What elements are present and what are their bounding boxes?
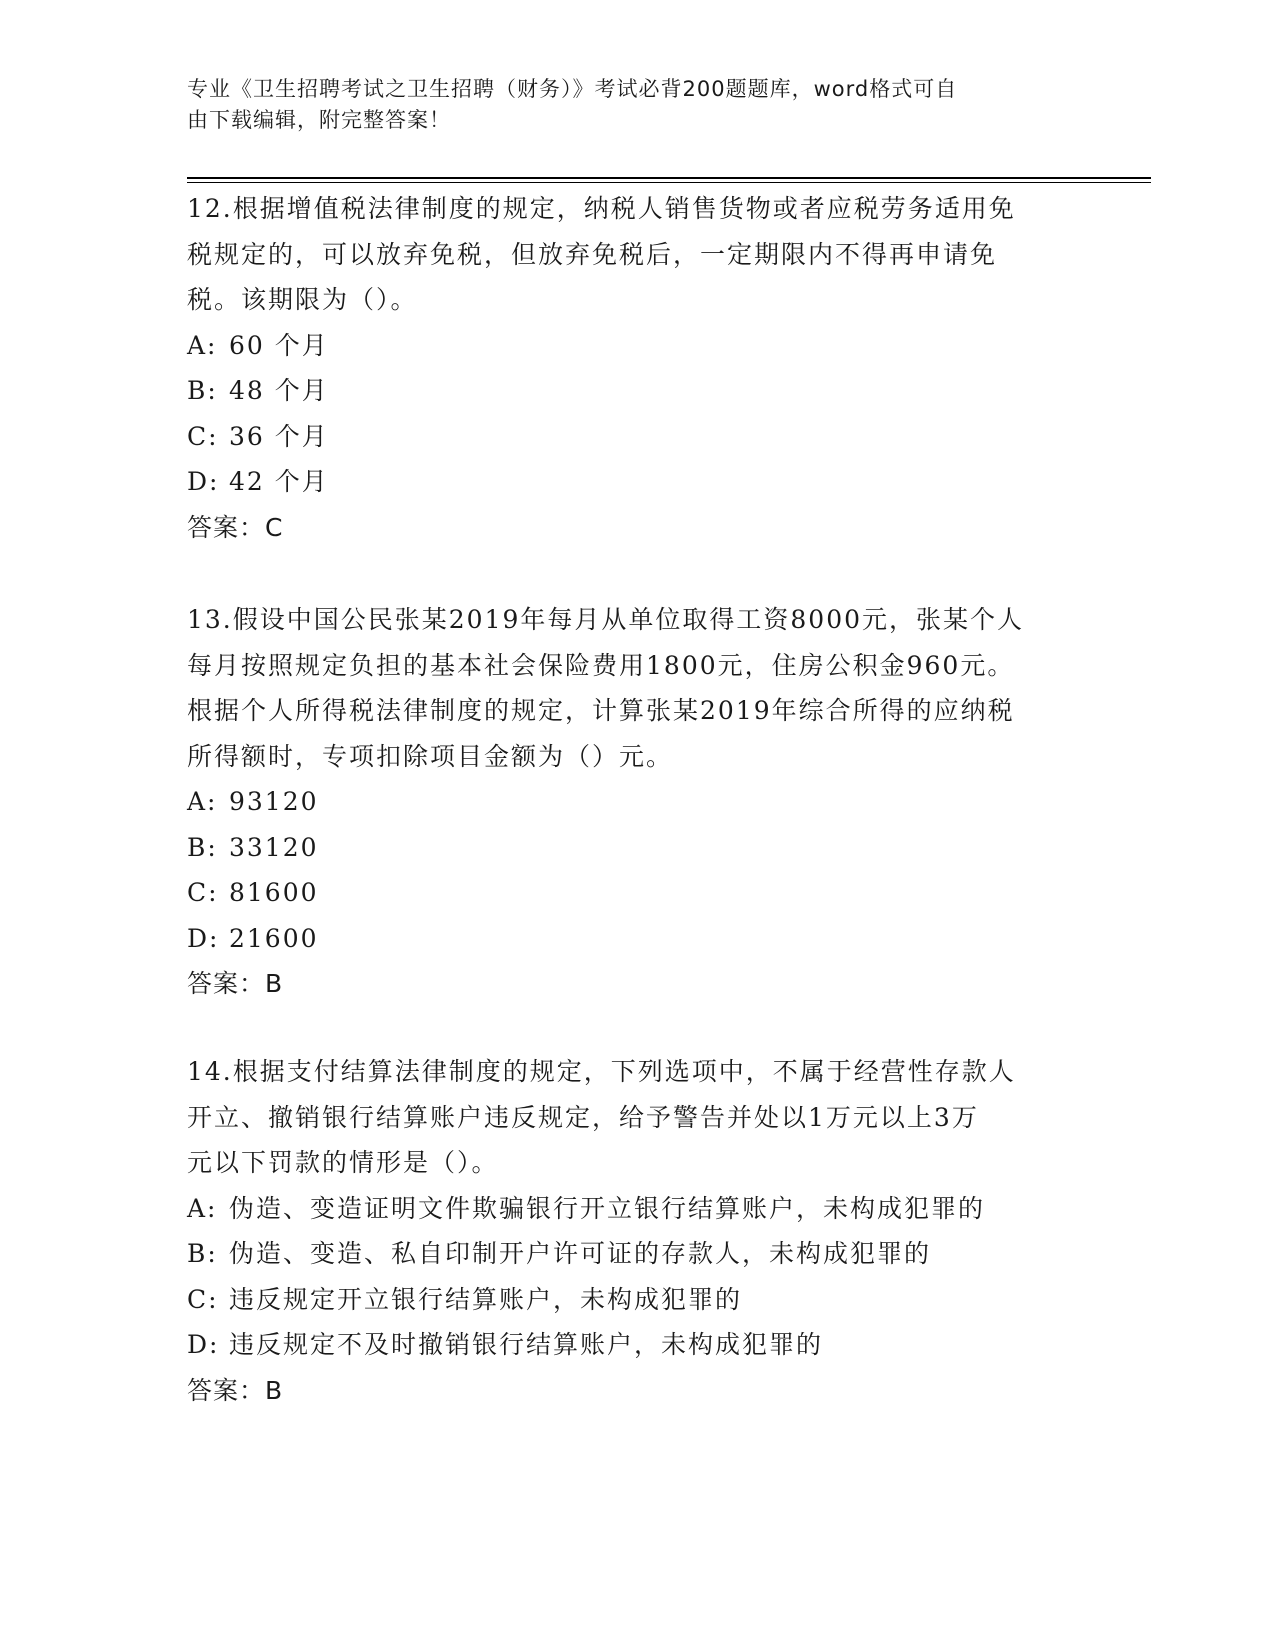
option-letter: B: bbox=[187, 1239, 218, 1268]
option-text: 93120 bbox=[229, 787, 319, 816]
option-text: 违反规定开立银行结算账户，未构成犯罪的 bbox=[229, 1284, 743, 1314]
option-a bbox=[187, 323, 1087, 369]
question-stem-line: 税。该期限为（）。 bbox=[187, 285, 418, 314]
question-14 bbox=[187, 1049, 1087, 1413]
option-letter: A: bbox=[187, 1193, 218, 1223]
option-d bbox=[187, 459, 1087, 505]
option-letter: C: bbox=[187, 1284, 219, 1314]
option-c bbox=[187, 870, 1087, 916]
question-stem-line: 根据个人所得税法律制度的规定，计算张某2019年综合所得的应纳税 bbox=[187, 696, 1015, 725]
option-c bbox=[187, 414, 1087, 460]
question-stem-line: 14.根据支付结算法律制度的规定，下列选项中，不属于经营性存款人 bbox=[187, 1057, 1016, 1086]
answer-line: 答案：C bbox=[187, 512, 284, 542]
option-d bbox=[187, 1322, 1087, 1368]
option-letter: B: bbox=[187, 376, 218, 405]
option-letter: D: bbox=[187, 1330, 220, 1359]
question-13 bbox=[187, 597, 1087, 1007]
option-letter: A: bbox=[187, 787, 218, 816]
question-stem-line: 12.根据增值税法律制度的规定，纳税人销售货物或者应税劳务适用免 bbox=[187, 194, 1016, 223]
question-stem-line: 开立、撤销银行结算账户违反规定，给予警告并处以1万元以上3万 bbox=[187, 1102, 979, 1132]
option-letter: D: bbox=[187, 923, 220, 953]
option-text: 21600 bbox=[229, 923, 319, 953]
option-b bbox=[187, 368, 1087, 414]
option-a bbox=[187, 779, 1087, 825]
option-letter: A: bbox=[187, 330, 218, 360]
header-line-1: 专业《卫生招聘考试之卫生招聘（财务）》考试必背200题题库，word格式可自 bbox=[187, 77, 958, 101]
option-letter: D: bbox=[187, 467, 220, 496]
option-letter: C: bbox=[187, 421, 219, 451]
header-divider-thick bbox=[187, 177, 1151, 179]
option-letter: C: bbox=[187, 878, 219, 907]
header-divider-thin bbox=[187, 182, 1151, 183]
option-c bbox=[187, 1277, 1087, 1323]
document-header bbox=[187, 74, 1067, 136]
option-text: 伪造、变造、私自印制开户许可证的存款人，未构成犯罪的 bbox=[229, 1239, 932, 1268]
answer-line: 答案：B bbox=[187, 1375, 284, 1405]
question-stem-line: 13.假设中国公民张某2019年每月从单位取得工资8000元，张某个人 bbox=[187, 605, 1025, 634]
option-letter: B: bbox=[187, 832, 218, 862]
option-text: 48 个月 bbox=[229, 376, 329, 405]
option-a bbox=[187, 1186, 1087, 1232]
option-d bbox=[187, 916, 1087, 962]
option-text: 33120 bbox=[229, 832, 319, 862]
option-text: 36 个月 bbox=[229, 421, 329, 451]
header-line-2: 由下载编辑，附完整答案！ bbox=[187, 108, 451, 132]
question-stem-line: 税规定的，可以放弃免税，但放弃免税后，一定期限内不得再申请免 bbox=[187, 239, 998, 269]
option-text: 违反规定不及时撤销银行结算账户，未构成犯罪的 bbox=[229, 1330, 824, 1359]
option-text: 伪造、变造证明文件欺骗银行开立银行结算账户，未构成犯罪的 bbox=[229, 1193, 986, 1223]
option-text: 42 个月 bbox=[229, 467, 329, 496]
option-b bbox=[187, 1231, 1087, 1277]
option-b bbox=[187, 825, 1087, 871]
option-text: 81600 bbox=[229, 878, 319, 907]
question-12 bbox=[187, 186, 1087, 550]
answer-line: 答案：B bbox=[187, 969, 284, 998]
option-text: 60 个月 bbox=[229, 330, 329, 360]
question-stem-line: 每月按照规定负担的基本社会保险费用1800元，住房公积金960元。 bbox=[187, 650, 1015, 680]
question-stem-line: 所得额时，专项扣除项目金额为（）元。 bbox=[187, 741, 674, 771]
question-stem-line: 元以下罚款的情形是（）。 bbox=[187, 1148, 499, 1177]
